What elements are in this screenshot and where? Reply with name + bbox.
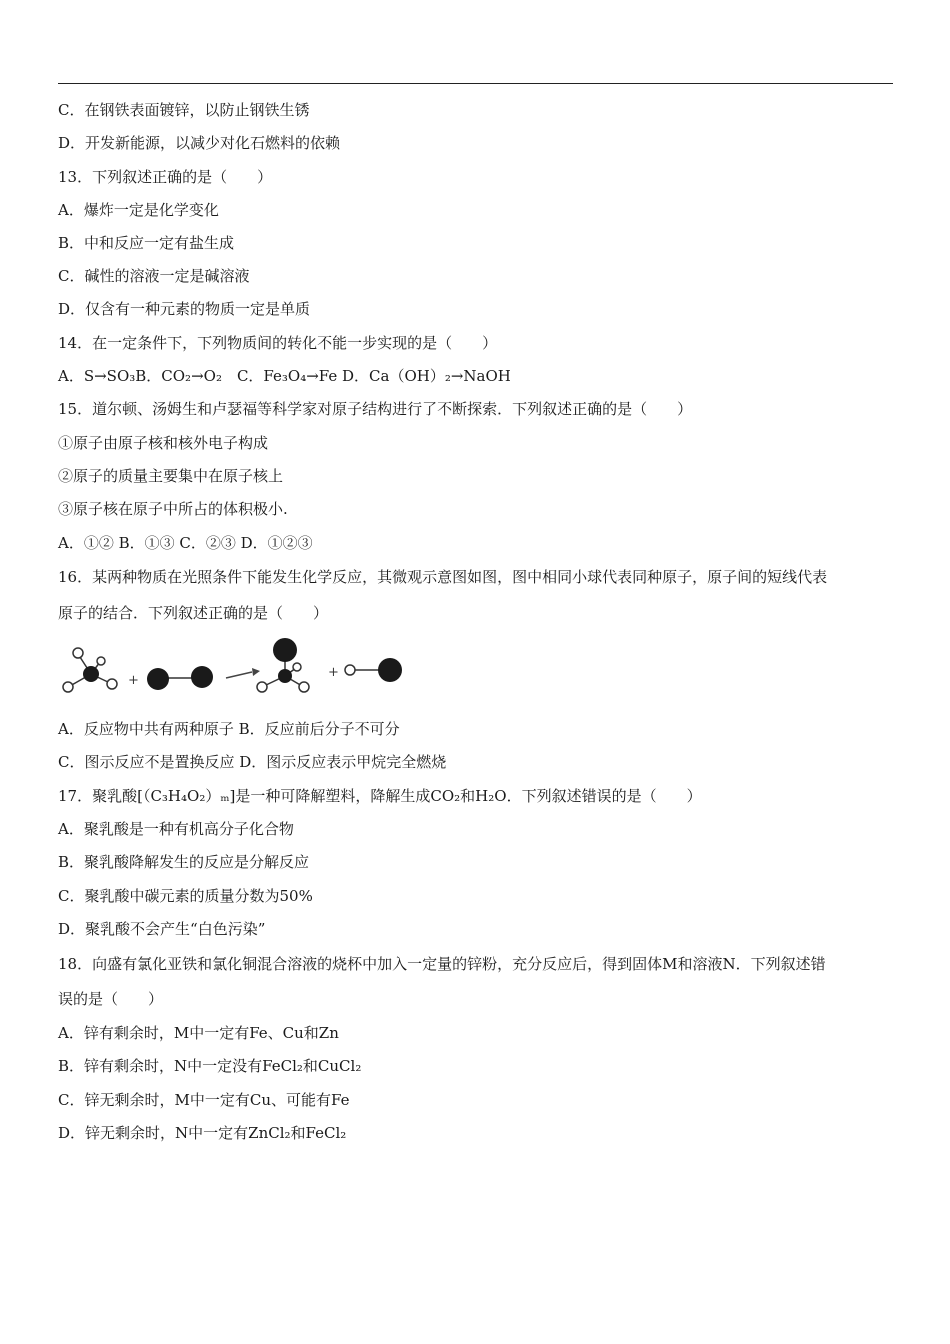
question-18-line2: 误的是（ ）: [58, 990, 164, 1008]
reactant-molecule-2: [147, 666, 213, 690]
option-17c: C．聚乳酸中碳元素的质量分数为50%: [58, 887, 313, 905]
plus-sign-1: +: [128, 673, 139, 688]
question-16-line2: 原子的结合．下列叙述正确的是（ ）: [58, 604, 329, 622]
option-17d: D．聚乳酸不会产生“白色污染”: [58, 920, 266, 938]
statement-15-1: ①原子由原子核和核外电子构成: [58, 434, 269, 452]
reaction-arrow: [226, 668, 260, 678]
question-14: 14．在一定条件下，下列物质间的转化不能一步实现的是（ ）: [58, 334, 498, 352]
question-18-line1: 18．向盛有氯化亚铁和氯化铜混合溶液的烧杯中加入一定量的锌粉，充分反应后，得到固体M和溶液N．下列叙述错: [58, 955, 826, 973]
option-13c: C．碱性的溶液一定是碱溶液: [58, 267, 250, 285]
reactant-molecule-1: [63, 648, 117, 692]
product-molecule-2: [345, 658, 402, 682]
option-12c: C．在钢铁表面镀锌，以防止钢铁生锈: [58, 101, 310, 119]
options-16-ab: A．反应物中共有两种原子 B．反应前后分子不可分: [58, 720, 400, 738]
question-15: 15．道尔顿、汤姆生和卢瑟福等科学家对原子结构进行了不断探索．下列叙述正确的是（ ）: [58, 400, 693, 418]
option-17b: B．聚乳酸降解发生的反应是分解反应: [58, 853, 310, 871]
options-16-cd: C．图示反应不是置换反应 D．图示反应表示甲烷完全燃烧: [58, 753, 447, 771]
header-rule: [58, 83, 893, 84]
option-18c: C．锌无剩余时，M中一定有Cu、可能有Fe: [58, 1091, 350, 1109]
statement-15-3: ③原子核在原子中所占的体积极小.: [58, 500, 288, 518]
option-17a: A．聚乳酸是一种有机高分子化合物: [58, 820, 294, 838]
question-16-line1: 16．某两种物质在光照条件下能发生化学反应，其微观示意图如图，图中相同小球代表同种原子，原子间的短线代表: [58, 568, 828, 586]
option-18a: A．锌有剩余时，M中一定有Fe、Cu和Zn: [58, 1024, 339, 1042]
question-17: 17．聚乳酸[（C₃H₄O₂）ₘ]是一种可降解塑料，降解生成CO₂和H₂O．下列叙述错误的是（ ）: [58, 787, 702, 805]
options-14: A．S→SO₃B．CO₂→O₂ C．Fe₃O₄→Fe D．Ca（OH）₂→NaOH: [58, 367, 511, 385]
option-12d: D．开发新能源，以减少对化石燃料的依赖: [58, 134, 341, 152]
option-13a: A．爆炸一定是化学变化: [58, 201, 219, 219]
option-18d: D．锌无剩余时，N中一定有ZnCl₂和FeCl₂: [58, 1124, 347, 1142]
option-18b: B．锌有剩余时，N中一定没有FeCl₂和CuCl₂: [58, 1057, 362, 1075]
option-13b: B．中和反应一定有盐生成: [58, 234, 235, 252]
options-15: A．①② B．①③ C．②③ D．①②③: [58, 534, 313, 552]
plus-sign-2: +: [328, 665, 339, 680]
question-13: 13．下列叙述正确的是（ ）: [58, 168, 273, 186]
product-molecule-1: [257, 638, 309, 692]
statement-15-2: ②原子的质量主要集中在原子核上: [58, 467, 284, 485]
option-13d: D．仅含有一种元素的物质一定是单质: [58, 300, 311, 318]
reaction-diagram: [56, 636, 416, 698]
